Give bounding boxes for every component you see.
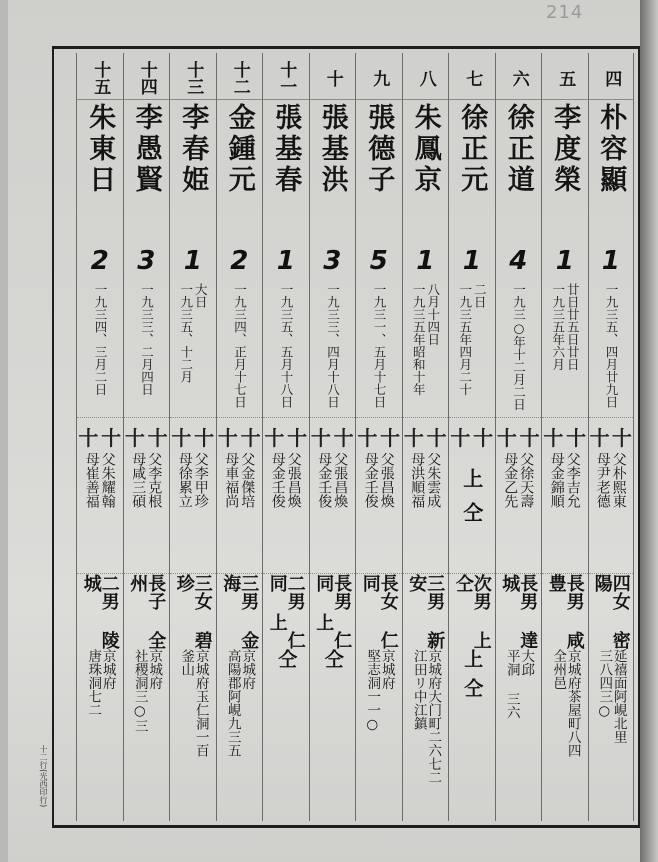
cross-marks: 十 十 [217,426,261,450]
entry-index [356,57,402,100]
entry-count-text: 1 [183,246,202,276]
entry-name [124,103,170,241]
entry-name [77,103,123,241]
entry-name-text: 朱東日 [84,103,116,196]
address-line: 堅志洞一一○ [364,649,381,733]
entry-index-text: 十二 [229,61,250,95]
entry-name-text: 李度榮 [549,103,581,196]
entry-name-text: 張德子 [363,103,395,196]
mother-name: 母咸三碩 [130,452,147,508]
birth-date-line: 一九三三、四月十八日 [325,283,341,408]
cross-marks: 十 十 [171,426,215,450]
entry-name-text: 朱鳳京 [409,103,441,196]
entry-address [356,649,402,827]
entry-name [263,103,309,241]
father-name: 父張昌煥 [378,452,395,508]
entry-name [542,103,588,241]
entry-index-text: 九 [369,69,390,87]
address-line: 延禧面阿峴北里 [610,649,627,744]
entry-count-text: 4 [509,246,528,276]
entry-relation-text: 三女 碧珍 [173,574,213,649]
entry-name [310,103,356,241]
mother-name: 母車福尚 [223,452,240,508]
entry-parents [77,417,123,573]
entry-name [449,103,495,241]
entry-count-text: 1 [416,246,435,276]
entry-relation [542,573,588,649]
cross-marks: 十 十 [450,426,494,450]
entry-parents [356,417,402,573]
address-same-as-above: 仝 [275,649,298,678]
mother-name: 母崔善福 [83,452,100,508]
entry-count-text: 2 [90,246,109,276]
entry-name [496,103,542,241]
entry-count [589,241,634,281]
entry-index [77,57,123,100]
entry-birth-date [310,283,356,413]
entry-parents [542,417,588,573]
entry-count-text: 3 [137,246,156,276]
entry-count-text: 2 [230,246,249,276]
entry-parents [449,417,495,573]
entry-name [170,103,216,241]
entry-relation-text: 二男 陵城 [80,574,120,649]
page-edge-shadow [640,0,658,862]
address-same-as-above: 仝 [321,649,344,678]
cross-marks: 十 十 [124,426,168,450]
birth-date-line: 一九三五年六月 [550,283,566,371]
mother-name: 母金壬俊 [269,452,286,508]
entry-parents [124,417,170,573]
entry-address [310,649,356,827]
entry-address [170,649,216,827]
registry-entry [309,53,356,821]
entry-birth-date [403,283,449,413]
entry-index-text: 七 [462,69,483,87]
address-line: 全州邑 [550,649,567,690]
entry-name-text: 朴容顯 [595,103,627,196]
entry-index-text: 八 [415,69,436,87]
birth-date-line: 八月十四日 [425,283,441,346]
printer-note: 十二行(光西印行) [39,745,48,808]
registry-entry [541,53,588,821]
mother-name: 母金錦順 [548,452,565,508]
entry-relation-text: 長男 達城 [499,574,539,649]
address-line: 三八四三○ [596,649,613,719]
entry-index-text: 五 [555,69,576,87]
entry-birth-date [263,283,309,413]
entry-relation-text: 長子 全州 [127,574,167,649]
birth-date-line: 大日 [193,283,209,308]
entry-index-text: 十 [322,69,343,87]
father-name: 父朱雲成 [425,452,442,508]
entry-index-text: 十五 [90,61,111,95]
entry-count-text: 1 [601,246,620,276]
entry-relation [356,573,402,649]
entry-birth-date [217,283,263,413]
entry-index [403,57,449,100]
entry-relation [403,573,449,649]
entry-birth-date [77,283,123,413]
father-name: 父徐天壽 [518,452,535,508]
registry-entry [123,53,170,821]
registry-table [52,46,640,828]
entry-birth-date [542,283,588,413]
entry-name-text: 張基春 [270,103,302,196]
registry-entry [355,53,402,821]
entry-relation [263,573,309,649]
cross-marks: 十 十 [357,426,401,450]
entry-address [403,649,449,827]
address-line: 京城府茶屋町八四 [564,649,581,757]
entry-index [449,57,495,100]
entry-count [356,241,402,281]
entry-index-text: 四 [601,69,622,87]
cross-marks: 十 十 [543,426,587,450]
entry-parents [310,417,356,573]
entry-relation [310,573,356,649]
father-name: 父李克根 [146,452,163,508]
entry-relation-text: 次男 上仝 [452,574,492,649]
address-line: 高陽郡阿峴九三五 [224,649,241,757]
entry-index-text: 六 [508,69,529,87]
entry-index [589,57,634,100]
entry-count [449,241,495,281]
father-name: 父張昌煥 [285,452,302,508]
father-name: 父朴熙東 [610,452,627,508]
address-line: 京城府 [378,649,395,690]
cross-marks: 十 十 [496,426,540,450]
entry-index [124,57,170,100]
entry-relation-text: 三男 新安 [406,574,446,649]
entry-name-text: 李愚賢 [130,103,162,196]
father-name: 父金傑培 [239,452,256,508]
mother-name: 母金壬俊 [316,452,333,508]
address-line: 釜山 [178,649,195,676]
entry-count [403,241,449,281]
entry-count [263,241,309,281]
entry-count [77,241,123,281]
entry-parents [496,417,542,573]
entry-count [310,241,356,281]
entry-relation-text: 四女 密陽 [591,574,631,649]
entry-parents [263,417,309,573]
birth-date-line: 二日 [472,283,488,308]
cross-marks: 十 十 [589,426,632,450]
birth-date-line: 一九三五、十二月 [178,283,194,383]
entry-relation [77,573,123,649]
entry-address [589,649,634,827]
entry-name [589,103,634,241]
parents-same-as-above: 上仝 [459,468,484,536]
entry-birth-date [449,283,495,413]
birth-date-line: 一九三四、正月十七日 [232,283,248,408]
entry-index-text: 十一 [276,61,297,95]
entry-relation-text: 三男 金海 [220,574,260,649]
entry-index [310,57,356,100]
entry-count-text: 1 [462,246,481,276]
entry-birth-date [589,283,634,413]
entry-address [124,649,170,827]
registry-entry [495,53,542,821]
entry-relation [124,573,170,649]
address-line: 唐珠洞七二 [85,649,102,717]
entry-birth-date [356,283,402,413]
entry-address [77,649,123,827]
registry-entry [402,53,449,821]
cross-marks: 十 十 [310,426,354,450]
entry-count-text: 5 [369,246,388,276]
mother-name: 母徐累立 [176,452,193,508]
entry-relation [170,573,216,649]
entry-name-text: 張基洪 [316,103,348,196]
address-line: 江田リ中江鎮 [410,649,427,730]
address-line: 社稷洞三○三 [131,649,148,733]
entry-relation [449,573,495,649]
cross-marks: 十 十 [403,426,447,450]
entry-relation [217,573,263,649]
address-line: 平洞 三六 [503,649,520,719]
entry-birth-date [124,283,170,413]
birth-date-line: 一九三五、四月廿九日 [604,283,619,408]
address-line: 京城府 [99,649,116,690]
registry-entry [588,53,635,821]
registry-entry [169,53,216,821]
entry-address [217,649,263,827]
entry-count [496,241,542,281]
father-name: 父李甲珍 [192,452,209,508]
entry-address [496,649,542,827]
address-line: 京城府 [146,649,163,690]
registry-entry [262,53,309,821]
address-line: 京城府 [239,649,256,690]
entry-count-text: 3 [323,246,342,276]
entry-name-text: 徐正元 [456,103,488,196]
registry-entry [448,53,495,821]
mother-name: 母洪順福 [409,452,426,508]
address-same-as-above: 上仝 [461,649,484,707]
registry-entry [76,53,123,821]
birth-date-line: 一九三五、五月十八日 [279,283,294,408]
entry-index [496,57,542,100]
father-name: 父張昌煥 [332,452,349,508]
entry-parents [589,417,634,573]
entry-name-text: 金鍾元 [223,103,255,196]
address-line: 京城府玉仁洞一百 [192,649,209,757]
birth-date-line: 一九三四、三月二日 [93,283,108,396]
entry-name [217,103,263,241]
birth-date-line: 一九三三、二月四日 [139,283,155,396]
entry-birth-date [496,283,542,413]
birth-date-line: 一九三五年四月二十 [457,283,473,396]
entry-name [403,103,449,241]
entry-name-text: 李春姫 [177,103,209,196]
entry-birth-date [170,283,216,413]
entry-address [449,649,495,827]
registry-columns [58,53,634,821]
mother-name: 母尹老德 [594,452,611,508]
entry-count-text: 1 [276,246,295,276]
page-number: 214 [546,2,584,23]
mother-name: 母金乙先 [502,452,519,508]
cross-marks: 十 十 [78,426,122,450]
cross-marks: 十 十 [264,426,308,450]
entry-parents [403,417,449,573]
entry-index [263,57,309,100]
entry-relation [496,573,542,649]
entry-count-text: 1 [555,246,574,276]
address-line: 大邱 [518,649,535,676]
entry-count [542,241,588,281]
father-name: 父朱耀翰 [99,452,116,508]
entry-relation-text: 長男 仁同 上 [313,574,353,649]
entry-parents [170,417,216,573]
entry-relation-text: 長女 仁同 [359,574,399,649]
entry-index-text: 十三 [183,61,204,95]
entry-relation-text: 長男 咸豊 [545,574,585,649]
mother-name: 母金壬俊 [362,452,379,508]
entry-address [263,649,309,827]
entry-index-text: 十四 [136,61,157,95]
registry-entry [216,53,263,821]
entry-relation [589,573,634,649]
entry-index [217,57,263,100]
birth-date-line: 一九三○年十二月二日 [511,283,527,411]
entry-parents [217,417,263,573]
entry-count [170,241,216,281]
entry-index [170,57,216,100]
father-name: 父李吉允 [564,452,581,508]
address-line: 京城府大门町二六七二 [425,649,442,784]
entry-count [124,241,170,281]
birth-date-line: 一九三五年昭和十年 [411,283,427,396]
entry-index [542,57,588,100]
birth-date-line: 廿日廿五日廿日 [565,283,581,371]
ledger-page [8,0,643,862]
entry-name [356,103,402,241]
entry-name-text: 徐正道 [502,103,534,196]
entry-relation-text: 二男 仁同 上 [266,574,306,649]
entry-count [217,241,263,281]
entry-address [542,649,588,827]
birth-date-line: 一九三一、五月十七日 [372,283,387,408]
